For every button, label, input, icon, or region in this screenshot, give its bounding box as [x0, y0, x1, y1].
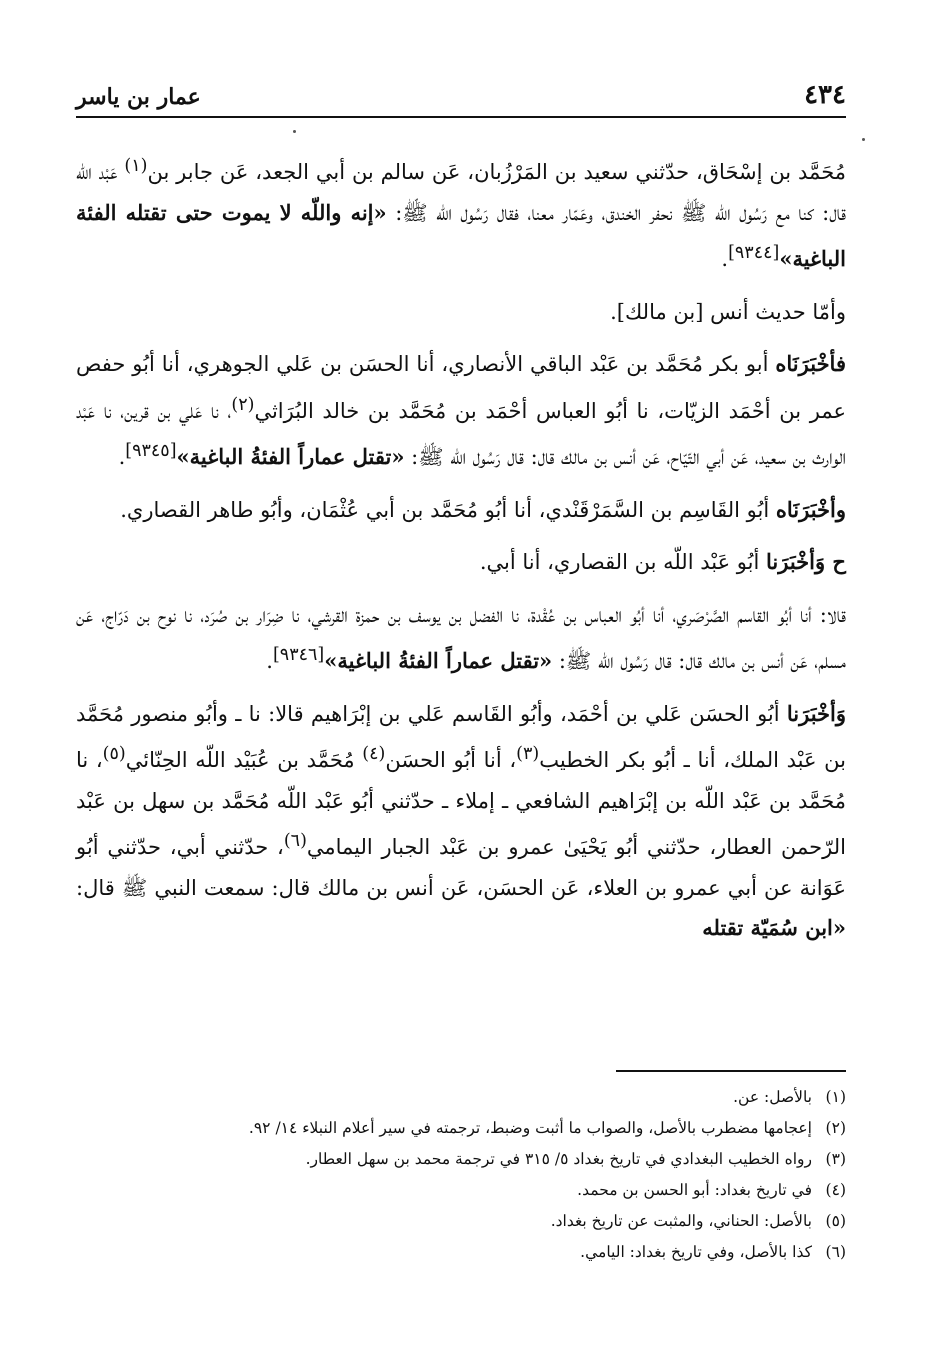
- text-run: .: [721, 247, 729, 271]
- text-run: عَبْد اللّه قال: كنا مع رَسُول اللّه ﷺ نحفر الخندق، وعَمّار معنا، فقال رَسُول اللّه ﷺ:: [76, 160, 846, 225]
- text-run: ، نا عَلي بن قرين، نا عَبْد الوارث بن سعيد، عَن أبي التّيّاح، عَن أنس بن مالك قال: قال رَسُول اللّه ﷺ:: [76, 398, 846, 469]
- footnote-number: (٥): [825, 1212, 846, 1230]
- main-text: [76, 146, 846, 961]
- text-run: .: [266, 649, 273, 673]
- footnotes: [76, 1082, 846, 1268]
- paragraph: [76, 694, 846, 949]
- page-number: ٤٣٤: [804, 80, 846, 110]
- text-run: ، نا مُحَمَّد بن عَبْد اللّه بن إبْرَاهيم الشافعي ـ إملاء ـ حدّثني أبُو عَبْد اللّه مُحَمَّد بن سهل بن عَبْد الرّحمن العطار، حدّثني أبُو يَحْيَىٰ عمرو بن عَبْد الجبار اليمامي: [76, 748, 846, 859]
- paragraph: [76, 146, 846, 280]
- footnote: [76, 1237, 846, 1268]
- running-title: عمار بن ياسر: [76, 84, 201, 110]
- note-reference: (٦): [283, 831, 307, 851]
- text-run: ، حدّثني أبي، حدّثني أبُو عَوَانة عن أبي عمرو بن العلاء، عَن الحسَن، عَن أنس بن مالك قال: سمعت النبي ﷺ قال:: [76, 835, 846, 900]
- footnote-text: رواه الخطيب البغدادي في تاريخ بغداد ٥/ ٣١٥ في ترجمة محمد بن سهل العطار.: [305, 1150, 812, 1168]
- paragraph: [76, 344, 846, 478]
- scan-speck: [862, 138, 865, 141]
- footnote-number: (٣): [825, 1150, 846, 1168]
- footnote-number: (١): [825, 1088, 846, 1106]
- footnote-text: بالأصل: عن.: [733, 1088, 812, 1106]
- note-reference: (٥): [102, 744, 126, 764]
- bold-phrase: ح وَأخْبَرَنا: [766, 549, 846, 574]
- running-header: [76, 80, 846, 118]
- footnote: [76, 1175, 846, 1206]
- note-reference: (١): [124, 156, 148, 176]
- text-run: مُحَمَّد بن عُبَيْد اللّه الحِنّائي: [125, 748, 363, 772]
- paragraph: [76, 292, 846, 333]
- text-run: .: [118, 445, 126, 469]
- note-reference: (٢): [231, 394, 255, 415]
- text-run: وأمّا حديث أنس [بن مالك].: [610, 299, 846, 324]
- footnote: [76, 1206, 846, 1237]
- bold-phrase: وأخْبَرَنَاه: [775, 496, 846, 522]
- text-run: أبُو عَبْد اللّه بن القصاري، أنا أبي.: [479, 550, 766, 574]
- text-run: أبو بكر مُحَمَّد بن عَبْد الباقي الأنصاري، أنا الحسَن بن عَلي الجوهري، أنا أبُو حفص عمر بن أحْمَد الزيّات، نا أبُو العباس أحْمَد بن مُحَمَّد بن خالد البُرَاثي: [76, 352, 846, 423]
- bold-phrase: «تقتل عماراً الفئةُ الباغية»: [324, 648, 553, 673]
- footnote: [76, 1113, 846, 1144]
- text-run: أبُو القَاسِم بن السَّمَرْقَنْدي، أنا أبُو مُحَمَّد بن أبي عُثْمَان، وأبُو طاهر القصاري.: [120, 497, 776, 522]
- note-reference: [٩٣٤٥]: [125, 441, 177, 461]
- note-reference: (٤): [362, 744, 386, 764]
- footnote-text: في تاريخ بغداد: أبو الحسن بن محمد.: [577, 1181, 812, 1199]
- bold-phrase: «ابن سُمَيّة تقتله: [702, 915, 846, 940]
- footnote-number: (٢): [825, 1119, 846, 1137]
- paragraph: [76, 595, 846, 682]
- bold-phrase: «إنه واللّه لا يموت حتى تقتله الفئة الباغية»: [76, 199, 846, 271]
- book-page: [76, 70, 846, 1310]
- text-run: قالا: أنا أبُو القاسم الصَّرْصَري، أنا أبُو العباس بن عُقْدة، نا الفضل بن يوسف بن حمزة القرشي، نا ضِرَار بن صُرَد، نا نوح بن دَرّاج، عَن مسلم، عَن أنس بن مالك قال: قال رَسُول اللّه ﷺ:: [76, 602, 846, 673]
- bold-phrase: وَأخْبَرَنا: [786, 700, 846, 726]
- footnote: [76, 1144, 846, 1175]
- footnote: [76, 1082, 846, 1113]
- note-reference: (٣): [516, 744, 540, 764]
- note-reference: [٩٣٤٤]: [728, 243, 780, 263]
- scan-speck: [293, 130, 296, 133]
- footnote-separator: [616, 1070, 846, 1072]
- text-run: ، أنا أبُو الحسَن: [385, 748, 517, 772]
- paragraph: [76, 490, 846, 531]
- bold-phrase: فأخْبَرَنَاه: [775, 351, 846, 376]
- bold-phrase: «تقتل عماراً الفئةُ الباغية»: [176, 444, 405, 469]
- footnote-text: إعجامها مضطرب بالأصل، والصواب ما أثبت وضبط، ترجمته في سير أعلام النبلاء ١٤/ ٩٢.: [248, 1119, 812, 1137]
- note-reference: [٩٣٤٦]: [272, 645, 325, 665]
- footnote-number: (٦): [825, 1243, 846, 1261]
- text-run: مُحَمَّد بن إسْحَاق، حدّثني سعيد بن المَرْزُبان، عَن سالم بن أبي الجعد، عَن جابر بن: [147, 160, 847, 184]
- footnote-text: كذا بالأصل، وفي تاريخ بغداد: اليامي.: [580, 1243, 812, 1261]
- footnote-text: بالأصل: الحناني، والمثبت عن تاريخ بغداد.: [550, 1212, 812, 1230]
- footnote-number: (٤): [825, 1181, 846, 1199]
- paragraph: [76, 542, 846, 583]
- text-run: أبُو الحسَن عَلي بن أحْمَد، وأبُو القَاسم عَلي بن إبْرَاهيم قالا: نا ـ وأبُو منصور مُحَمَّد بن عَبْد الملك، أنا ـ أبُو بكر الخطيب: [76, 701, 847, 772]
